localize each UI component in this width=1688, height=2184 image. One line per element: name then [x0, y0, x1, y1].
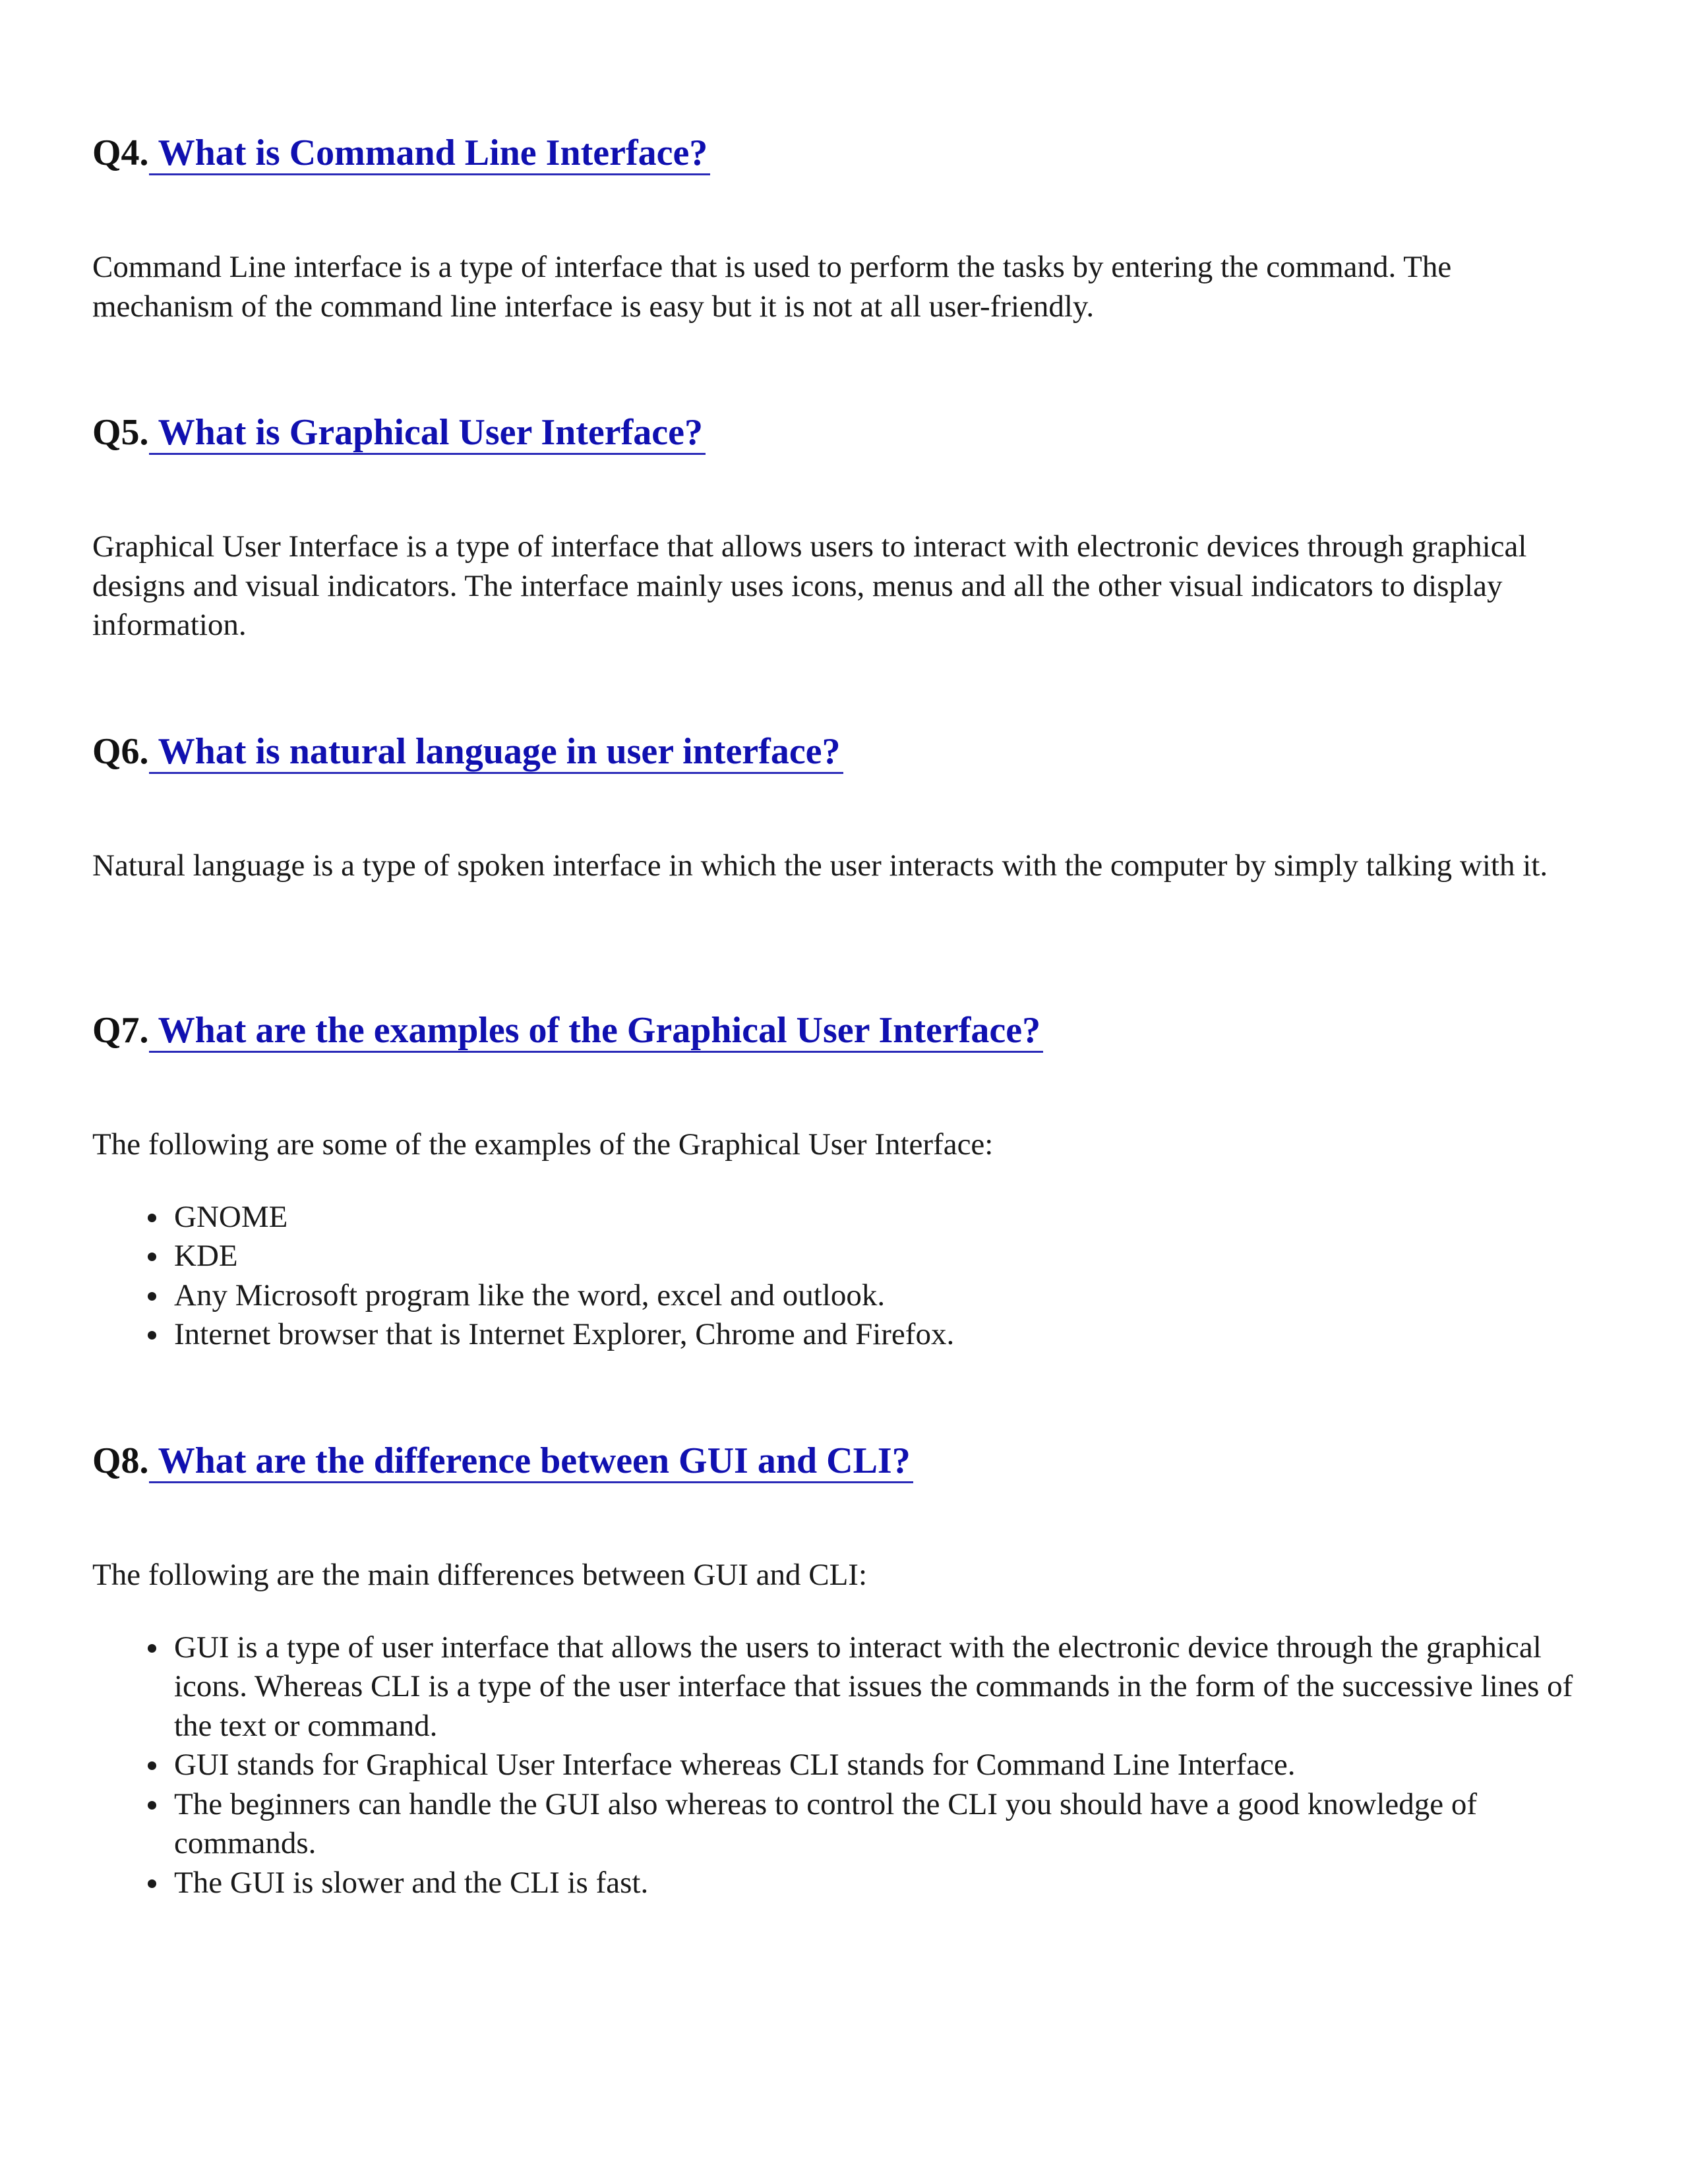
qa-section-q6: [92, 728, 1596, 886]
answer-paragraph: Command Line interface is a type of interface that is used to perform the tasks by entering the command. The mechanism of the command line interface is easy but it is not at all user-friendly.: [92, 250, 1452, 324]
qa-section-q8: [92, 1437, 1596, 1903]
question-heading: [92, 1007, 1596, 1054]
question-link[interactable]: What is Command Line Interface?: [149, 133, 711, 175]
question-number: Q8.: [92, 1440, 149, 1481]
list-item: Any Microsoft program like the word, excel and outlook.: [174, 1276, 1596, 1316]
question-number: Q5.: [92, 412, 149, 453]
list-item: KDE: [174, 1237, 1596, 1276]
qa-section-q7: [92, 1007, 1596, 1355]
bullet-list: [92, 1628, 1596, 1903]
question-link[interactable]: What is natural language in user interface?: [149, 731, 843, 774]
answer-paragraph: Graphical User Interface is a type of interface that allows users to interact with electronic devices through graphical designs and visual indicators. The interface mainly uses icons, menus and all the other visual indicators to display information.: [92, 529, 1527, 642]
answer-paragraph: The following are the main differences between GUI and CLI:: [92, 1558, 867, 1592]
list-item: GUI is a type of user interface that allows the users to interact with the electronic device through the graphical icons. Whereas CLI is a type of the user interface that issues the commands in the form of the successive lines of the text or command.: [174, 1628, 1596, 1746]
question-heading: [92, 728, 1596, 775]
list-item: GNOME: [174, 1198, 1596, 1237]
question-link[interactable]: What are the difference between GUI and CLI?: [149, 1440, 913, 1483]
bullet-list: [92, 1198, 1596, 1355]
question-number: Q4.: [92, 133, 149, 173]
qa-section-q5: [92, 409, 1596, 645]
question-heading: [92, 1437, 1596, 1485]
question-number: Q6.: [92, 731, 149, 772]
question-number: Q7.: [92, 1010, 149, 1051]
question-heading: [92, 129, 1596, 177]
qa-section-q4: [92, 129, 1596, 326]
answer-paragraph: The following are some of the examples of the Graphical User Interface:: [92, 1127, 994, 1162]
list-item: The beginners can handle the GUI also whereas to control the CLI you should have a good knowledge of commands.: [174, 1785, 1596, 1864]
list-item: GUI stands for Graphical User Interface whereas CLI stands for Command Line Interface.: [174, 1746, 1596, 1785]
question-link[interactable]: What are the examples of the Graphical User Interface?: [149, 1010, 1044, 1053]
list-item: Internet browser that is Internet Explorer, Chrome and Firefox.: [174, 1315, 1596, 1355]
question-heading: [92, 409, 1596, 456]
answer-paragraph: Natural language is a type of spoken interface in which the user interacts with the computer by simply talking with it.: [92, 848, 1548, 883]
list-item: The GUI is slower and the CLI is fast.: [174, 1864, 1596, 1903]
question-link[interactable]: What is Graphical User Interface?: [149, 412, 706, 455]
